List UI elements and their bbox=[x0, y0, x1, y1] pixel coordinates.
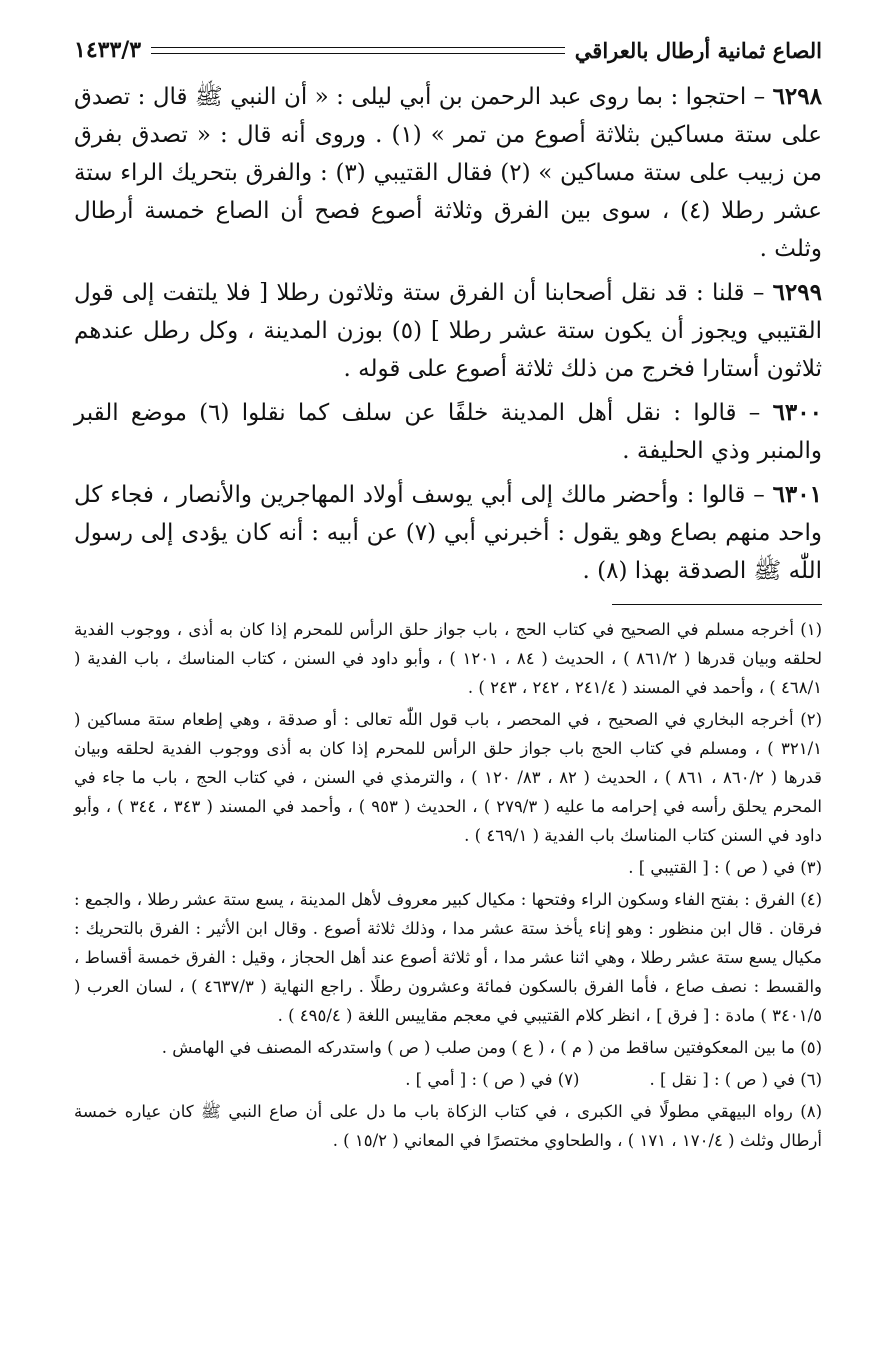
footnote-divider bbox=[612, 604, 822, 605]
page-number: ١٤٣٣/٣ bbox=[74, 37, 142, 63]
footnote-2: (٢) أخرجه البخاري في الصحيح ، في المحصر ، باب قول اللّٰه تعالى : أو صدقة ، وهي إطعام ستة مساكين ( ٣٢١/١ ) ، ومسلم في كتاب الحج باب جواز حلق الرأس للمحرم إذا كان به أذى ووجوب الفدية لحلقه وبيان قدرها ( ٨٦٠/٢ ، ٨٦١ ) ، الحديث ( ٨٢ ، ٨٣/ ١٢٠ ) ، والترمذي في السنن ، في كتاب الحج ، باب ما جاء في المحرم يحلق رأسه في إحرامه ما عليه ( ٢٧٩/٣ ) ، الحديث ( ٩٥٣ ) ، وأحمد في المسند ( ٣٤٣ ، ٣٤٤ ) ، وأبو داود في السنن كتاب المناسك باب الفدية ( ٤٦٩/١ ) . bbox=[74, 710, 822, 845]
footnote-5: (٥) ما بين المعكوفتين ساقط من ( م ) ، ( ع ) ومن صلب ( ص ) واستدركه المصنف في الهامش . bbox=[161, 1038, 822, 1057]
paragraph-number: ٦٢٩٩ bbox=[772, 279, 822, 306]
paragraph-number: ٦٣٠٠ bbox=[772, 399, 822, 426]
footnote-row-6-7 bbox=[74, 1065, 822, 1097]
book-page bbox=[74, 30, 822, 1158]
paragraph-number: ٦٣٠١ bbox=[772, 481, 822, 508]
paragraph-6301 bbox=[74, 476, 822, 590]
footnote-3: (٣) في ( ص ) : [ القتيبي ] . bbox=[628, 858, 822, 877]
header-rule bbox=[151, 47, 565, 54]
footnotes bbox=[74, 615, 822, 1155]
footnote-8: (٨) رواه البيهقي مطولًا في الكبرى ، في كتاب الزكاة باب ما دل على أن صاع النبي ﷺ كان عياره خمسة أرطال وثلث ( ١٧٠/٤ ، ١٧١ ) ، والطحاوي مختصرًا في المعاني ( ١٥/٢ ) . bbox=[74, 1102, 822, 1150]
paragraph-number: ٦٢٩٨ bbox=[772, 83, 822, 110]
footnote-7: (٧) في ( ص ) : [ أمي ] . bbox=[405, 1070, 580, 1089]
paragraph-6300 bbox=[74, 394, 822, 470]
footnote-4: (٤) الفرق : بفتح الفاء وسكون الراء وفتحها : مكيال كبير معروف لأهل المدينة ، يسع ستة عشر رطلا ، والجمع : فرقان . قال ابن منظور : وهو إناء يأخذ ستة عشر مدا ، وذلك ثلاثة أصوع . وقال ابن الأثير : الفرق بالتحريك : مكيال يسع ستة عشر رطلا ، وهي اثنا عشر مدا ، أو ثلاثة أصوع عند أهل الحجاز ، وقيل : الفرق خمسة أقساط ، والقسط : نصف صاع ، فأما الفرق بالسكون فمائة وعشرون رطلًا . راجع النهاية ( ٤٦٣٧/٣ ) ، لسان العرب ( ٣٤٠١/٥ ) مادة : [ فرق ] ، انظر كلام القتيبي في معجم مقاييس اللغة ( ٤٩٥/٤ ) . bbox=[74, 890, 823, 1025]
header-title: الصاع ثمانية أرطال بالعراقي bbox=[574, 37, 822, 63]
paragraph-6299 bbox=[74, 274, 822, 388]
main-text bbox=[74, 78, 822, 590]
paragraph-text: – احتجوا : بما روى عبد الرحمن بن أبي ليلى : « أن النبي ﷺ قال : تصدق على ستة مساكين بثلاثة أصوع من تمر » (١) . وروى أنه قال : « تصدق بفرق من زبيب على ستة مساكين » (٢) فقال القتيبي (٣) : والفرق بتحريك الراء ستة عشر رطلا (٤) ، سوى بين الفرق وثلاثة أصوع فصح أن الصاع خمسة أرطال وثلث . bbox=[74, 84, 823, 262]
paragraph-6298 bbox=[74, 78, 822, 268]
paragraph-text: – قالوا : وأحضر مالك إلى أبي يوسف أولاد المهاجرين والأنصار ، فجاء كل واحد منهم بصاع وهو يقول : أخبرني أبي (٧) عن أبيه : أنه كان يؤدى إلى رسول اللّٰه ﷺ الصدقة بهذا (٨) . bbox=[74, 482, 823, 584]
paragraph-text: – قالوا : نقل أهل المدينة خلفًا عن سلف كما نقلوا (٦) موضع القبر والمنبر وذي الحليفة . bbox=[74, 400, 822, 464]
footnote-6: (٦) في ( ص ) : [ نقل ] . bbox=[649, 1070, 822, 1089]
footnote-1: (١) أخرجه مسلم في الصحيح في كتاب الحج ، باب جواز حلق الرأس للمحرم إذا كان به أذى ، ووجوب الفدية لحلقه وبيان قدرها ( ٨٦١/٢ ) ، الحديث ( ٨٤ ، ١٢٠١ ) ، وأبو داود في السنن ، كتاب المناسك ، باب الفدية ( ٤٦٨/١ ) ، وأحمد في المسند ( ٢٤١/٤ ، ٢٤٢ ، ٢٤٣ ) . bbox=[74, 620, 822, 697]
paragraph-text: – قلنا : قد نقل أصحابنا أن الفرق ستة وثلاثون رطلا [ فلا يلتفت إلى قول القتيبي ويجوز أن يكون ستة عشر رطلا ] (٥) بوزن المدينة ، وكل رطل عندهم ثلاثون أستارا فخرج من ذلك ثلاثة أصوع على قوله . bbox=[74, 280, 822, 382]
running-header bbox=[74, 30, 822, 70]
